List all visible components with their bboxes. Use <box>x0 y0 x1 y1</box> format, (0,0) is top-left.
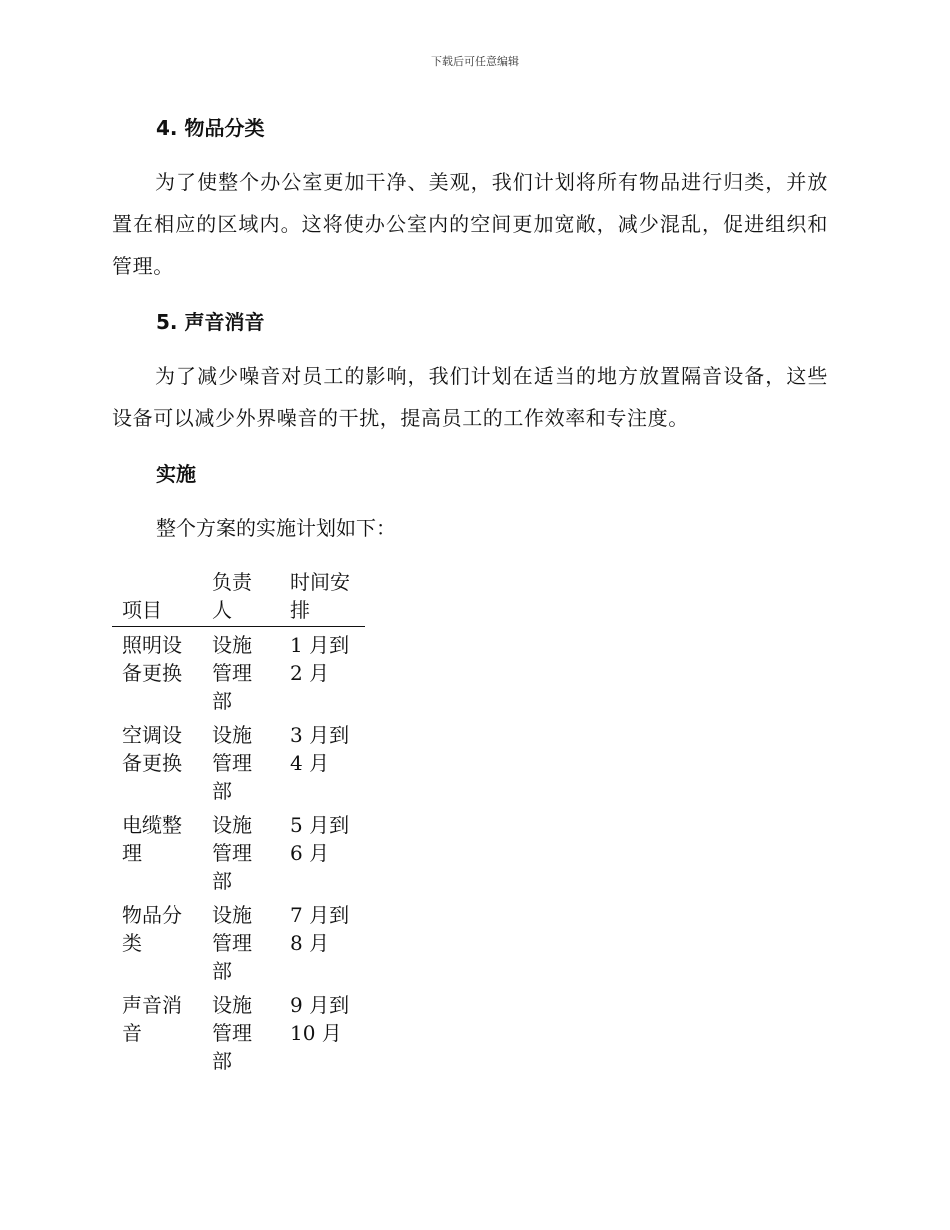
table-cell <box>212 807 290 897</box>
table-cell <box>112 627 212 718</box>
table-cell <box>290 987 365 1077</box>
cell-owner: 设施管理部 <box>212 633 252 713</box>
table-row <box>112 897 365 987</box>
table-cell <box>290 897 365 987</box>
header-owner: 负责人 <box>212 570 252 622</box>
table-header-row <box>112 568 365 627</box>
table-cell <box>212 987 290 1077</box>
table-row <box>112 807 365 897</box>
cell-schedule: 7 月到 8 月 <box>290 903 350 955</box>
table-header-cell <box>290 568 365 627</box>
section-heading-item-sorting: 4. 物品分类 <box>156 116 265 140</box>
cell-owner: 设施管理部 <box>212 903 252 983</box>
table-cell <box>290 627 365 718</box>
cell-project: 电缆整理 <box>122 813 182 865</box>
cell-owner: 设施管理部 <box>212 723 252 803</box>
table-row <box>112 627 365 718</box>
schedule-table <box>112 568 365 1077</box>
table-cell <box>112 717 212 807</box>
paragraph-sound-dampening: 为了减少噪音对员工的影响，我们计划在适当的地方放置隔音设备，这些设备可以减少外界噪音的干扰，提高员工的工作效率和专注度。 <box>112 364 828 430</box>
header-schedule: 时间安排 <box>290 570 350 622</box>
cell-schedule: 9 月到 10 月 <box>290 993 350 1045</box>
table-row <box>112 717 365 807</box>
table-cell <box>112 987 212 1077</box>
table-cell <box>112 897 212 987</box>
cell-owner: 设施管理部 <box>212 813 252 893</box>
table-row <box>112 987 365 1077</box>
table-cell <box>212 627 290 718</box>
table-cell <box>112 807 212 897</box>
table-cell <box>290 717 365 807</box>
cell-schedule: 1 月到 2 月 <box>290 633 350 685</box>
cell-project: 物品分类 <box>122 903 182 955</box>
cell-owner: 设施管理部 <box>212 993 252 1073</box>
table-cell <box>290 807 365 897</box>
table-header-cell <box>212 568 290 627</box>
cell-schedule: 5 月到 6 月 <box>290 813 350 865</box>
table-cell <box>212 717 290 807</box>
paragraph-item-sorting: 为了使整个办公室更加干净、美观，我们计划将所有物品进行归类，并放置在相应的区域内。这将使办公室内的空间更加宽敞，减少混乱，促进组织和管理。 <box>112 170 828 278</box>
cell-project: 空调设备更换 <box>122 723 182 775</box>
header-project: 项目 <box>122 598 162 622</box>
section-heading-sound-dampening: 5. 声音消音 <box>156 310 265 334</box>
cell-schedule: 3 月到 4 月 <box>290 723 350 775</box>
table-cell <box>212 897 290 987</box>
implementation-intro: 整个方案的实施计划如下： <box>156 516 396 540</box>
page-header: 下载后可任意编辑 <box>431 55 519 68</box>
section-heading-implementation: 实施 <box>156 462 196 486</box>
cell-project: 声音消音 <box>122 993 182 1045</box>
table-header-cell <box>112 568 212 627</box>
cell-project: 照明设备更换 <box>122 633 182 685</box>
